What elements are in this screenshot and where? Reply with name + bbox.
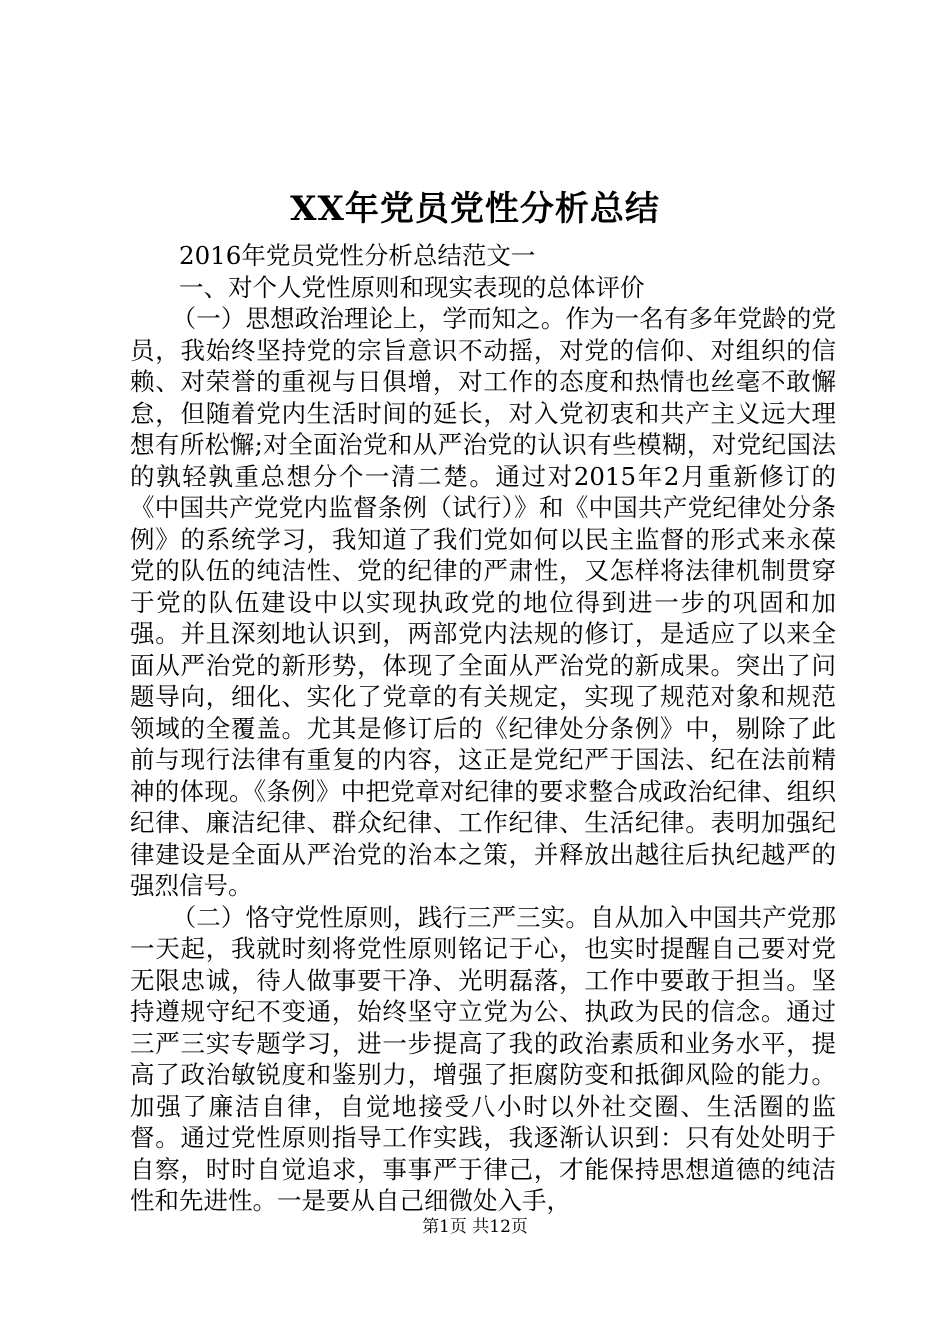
document-title: XX年党员党性分析总结 <box>290 189 660 229</box>
document-subtitle: 2016年党员党性分析总结范文一 <box>179 241 536 270</box>
page-indicator: 第1页 共12页 <box>422 1217 528 1237</box>
paragraph-2: （二）恪守党性原则，践行三严三实。自从加入中国共产党那一天起，我就时刻将党性原则铭记于心，也实时提醒自己要对党无限忠诚，待人做事要干净、光明磊落，工作中要敢于担当。坚持遵规守纪不变通，始终坚守立党为公、执政为民的信念。通过三严三实专题学习，进一步提高了我的政治素质和业务水平，提高了政治敏锐度和鉴别力，增强了拒腐防变和抵御风险的能力。加强了廉洁自律，自觉地接受八小时以外社交圈、生活圈的监督。通过党性原则指导工作实践，我逐渐认识到：只有处处明于自察，时时自觉追求，事事严于律己，才能保持思想道德的纯洁性和先进性。一是要从自己细微处入手， <box>130 902 836 1215</box>
section-heading: 一、对个人党性原则和现实表现的总体评价 <box>179 272 645 302</box>
document-body <box>130 240 836 1217</box>
paragraph-1: （一）思想政治理论上，学而知之。作为一名有多年党龄的党员，我始终坚持党的宗旨意识不动摇，对党的信仰、对组织的信赖、对荣誉的重视与日俱增，对工作的态度和热情也丝毫不敢懈怠，但随着党内生活时间的延长，对入党初衷和共产主义远大理想有所松懈;对全面治党和从严治党的认识有些模糊，对党纪国法的孰轻孰重总想分个一清二楚。通过对2015年2月重新修订的《中国共产党党内监督条例（试行）》和《中国共产党纪律处分条例》的系统学习，我知道了我们党如何以民主监督的形式来永葆党的队伍的纯洁性、党的纪律的严肃性，又怎样将法律机制贯穿于党的队伍建设中以实现执政党的地位得到进一步的巩固和加强。并且深刻地认识到，两部党内法规的修订，是适应了以来全面从严治党的新形势，体现了全面从严治党的新成果。突出了问题导向，细化、实化了党章的有关规定，实现了规范对象和规范领域的全覆盖。尤其是修订后的《纪律处分条例》中，剔除了此前与现行法律有重复的内容，这正是党纪严于国法、纪在法前精神的体现。《条例》中把党章对纪律的要求整合成政治纪律、组织纪律、廉洁纪律、群众纪律、工作纪律、生活纪律。表明加强纪律建设是全面从严治党的治本之策，并释放出越往后执纪越严的强烈信号。 <box>130 304 836 900</box>
